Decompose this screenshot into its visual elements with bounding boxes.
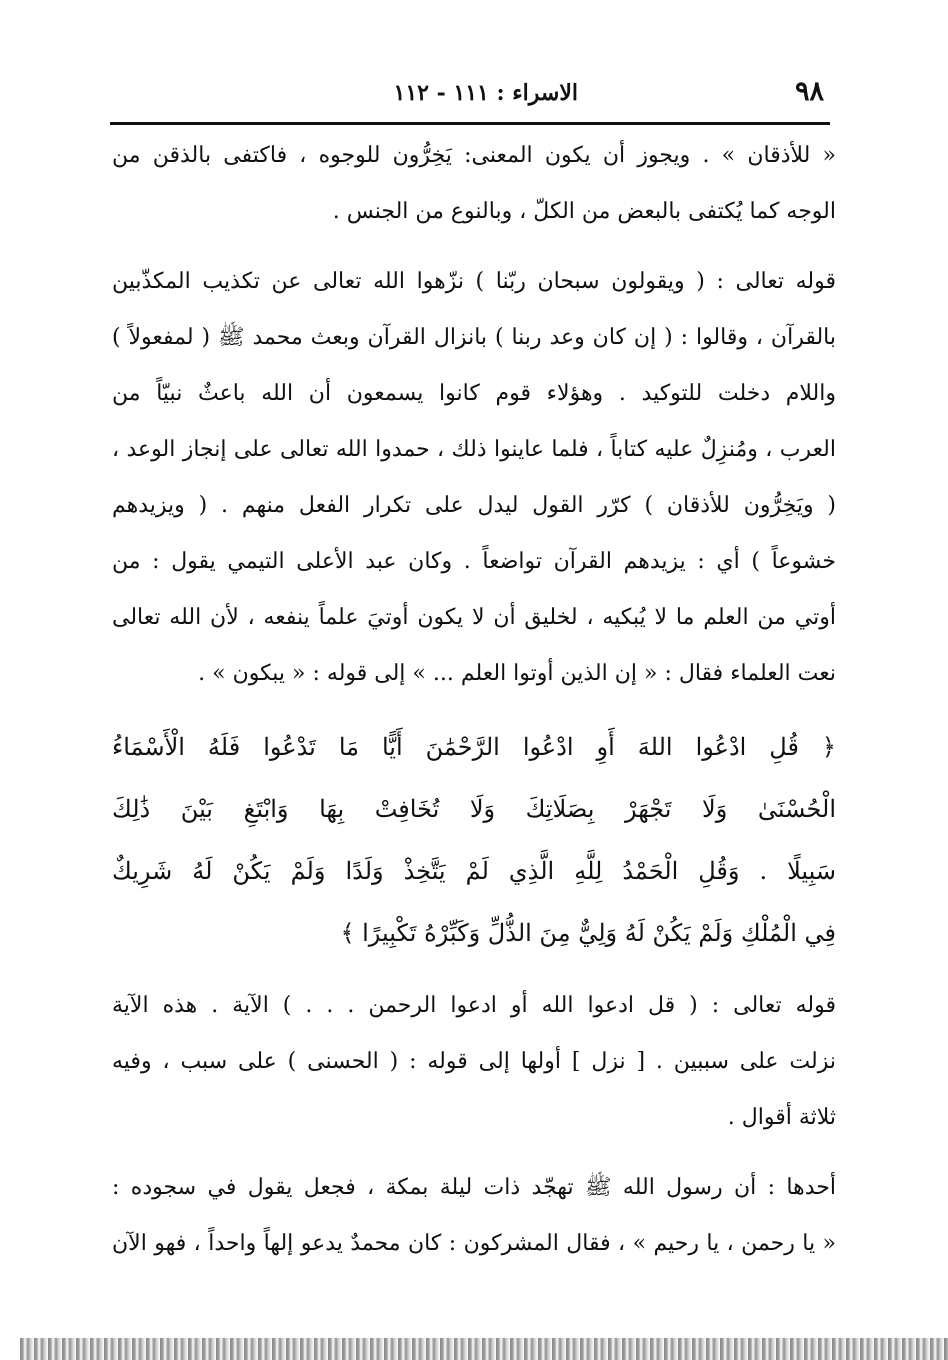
paragraph	[112, 978, 836, 1146]
quran-verse	[112, 716, 836, 964]
text-line: أوتي من العلم ما لا يُبكيه ، لخليق أن لا يكون أوتيَ علماً ينفعه ، لأن الله تعالى	[112, 605, 836, 630]
text-line: الوجه كما يُكتفى بالبعض من الكلّ ، وبالنوع من الجنس .	[332, 199, 836, 224]
text-line: قوله تعالى : ( قل ادعوا الله أو ادعوا الرحمن . . . ) الآية . هذه الآية	[112, 993, 836, 1018]
text-line: قوله تعالى : ( ويقولون سبحان ربّنا ) نزّهوا الله تعالى عن تكذيب المكذّبين	[112, 269, 836, 294]
text-line: نزلت على سببين . [ نزل ] أولها إلى قوله : ( الحسنى ) على سبب ، وفيه	[112, 1049, 836, 1074]
page-header	[112, 76, 828, 116]
text-line: واللام دخلت للتوكيد . وهؤلاء قوم كانوا يسمعون أن الله باعثٌ نبيّاً من	[112, 381, 836, 406]
text-line: بالقرآن ، وقالوا : ( إن كان وعد ربنا ) بانزال القرآن وبعث محمد ﷺ ( لمفعولاً )	[112, 325, 836, 350]
verse-line: الْحُسْنَىٰ وَلَا تَجْهَرْ بِصَلَاتِكَ وَلَا تُخَافِتْ بِهَا وَابْتَغِ بَيْنَ ذَٰلِكَ	[112, 795, 836, 823]
text-line: أحدها : أن رسول الله ﷺ تهجّد ذات ليلة بمكة ، فجعل يقول في سجوده :	[112, 1175, 836, 1200]
text-line: « للأذقان » . ويجوز أن يكون المعنى: يَخِرُّون للوجوه ، فاكتفى بالذقن من	[112, 143, 836, 168]
page-number: ٩٨	[794, 76, 824, 107]
text-line: نعت العلماء فقال : « إن الذين أوتوا العلم ... » إلى قوله : « يبكون » .	[198, 661, 836, 686]
verse-line: فِي الْمُلْكِ وَلَمْ يَكُنْ لَهُ وَلِيٌّ مِنَ الذُّلِّ وَكَبِّرْهُ تَكْبِيرًا ﴾	[340, 919, 836, 947]
header-rule	[110, 122, 830, 125]
text-line: « يا رحمن ، يا رحيم » ، فقال المشركون : كان محمدٌ يدعو إلهاً واحداً ، فهو الآن	[112, 1231, 836, 1256]
running-title: الاسراء : ١١١ - ١١٢	[393, 80, 578, 106]
paragraph	[112, 128, 836, 240]
verse-line: سَبِيلًا . وَقُلِ الْحَمْدُ لِلَّهِ الَّذِي لَمْ يَتَّخِذْ وَلَدًا وَلَمْ يَكُنْ لَهُ شَرِيكٌ	[112, 857, 836, 885]
scan-noise	[20, 1338, 948, 1360]
text-line: العرب ، ومُنزِلٌ عليه كتاباً ، فلما عاينوا ذلك ، حمدوا الله تعالى على إنجاز الوعد ،	[112, 437, 836, 462]
text-line: ( ويَخِرُّون للأذقان ) كرّر القول ليدل على تكرار الفعل منهم . ( ويزيدهم	[112, 493, 836, 518]
verse-line: ﴿ قُلِ ادْعُوا اللهَ أَوِ ادْعُوا الرَّحْمَٰنَ أَيًّا مَا تَدْعُوا فَلَهُ الْأَسْمَاءُ	[112, 733, 836, 761]
text-line: ثلاثة أقوال .	[727, 1105, 836, 1130]
page-body	[112, 128, 836, 1272]
paragraph	[112, 1160, 836, 1272]
paragraph	[112, 254, 836, 702]
text-line: خشوعاً ) أي : يزيدهم القرآن تواضعاً . وكان عبد الأعلى التيمي يقول : من	[112, 549, 836, 574]
